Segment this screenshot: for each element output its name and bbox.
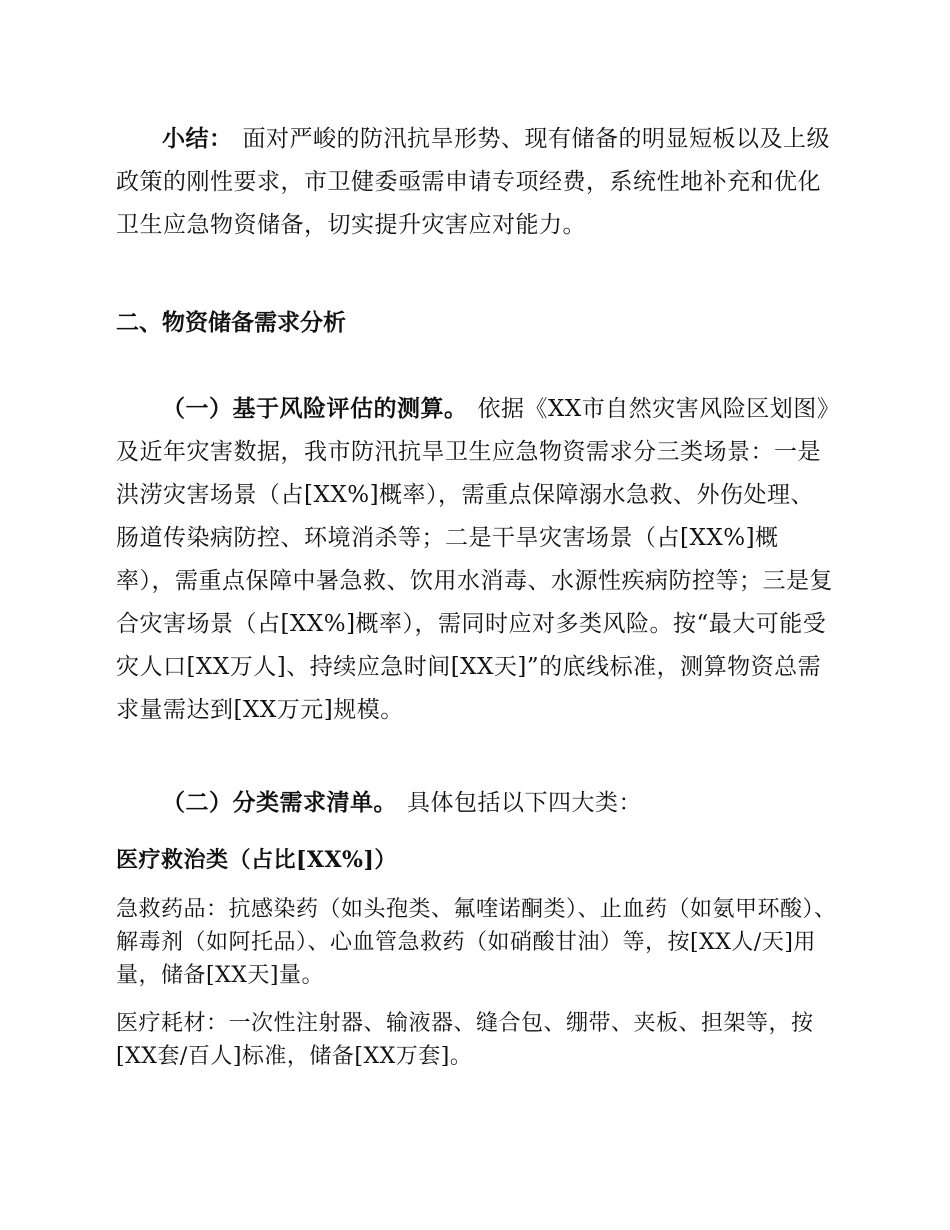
summary-paragraph bbox=[116, 118, 836, 247]
risk-assessment-text: 依据《XX市自然灾害风险区划图》及近年灾害数据，我市防汛抗旱卫生应急物资需求分三类场景：一是洪涝灾害场景（占[XX%]概率），需重点保障溺水急救、外伤处理、肠道传染病防控、环境消杀等；二是干旱灾害场景（占[XX%]概率），需重点保障中暑急救、饮用水消毒、水源性疾病防控等；三是复合灾害场景（占[XX%]概率），需同时应对多类风险。按“最大可能受灾人口[XX万人]、持续应急时间[XX天]”的底线标准，测算物资总需求量需达到[XX万元]规模。 bbox=[116, 396, 833, 723]
category-title: 医疗救治类（占比[XX%]） bbox=[116, 847, 397, 873]
drugs-item: 急救药品：抗感染药（如头孢类、氟喹诺酮类）、止血药（如氨甲环酸）、解毒剂（如阿托品）、心血管急救药（如硝酸甘油）等，按[XX人/天]用量，储备[XX天]量。 bbox=[116, 897, 837, 988]
summary-lead: 小结： bbox=[162, 126, 233, 152]
demand-list-paragraph bbox=[116, 782, 836, 825]
demand-list-text: 具体包括以下四大类： bbox=[407, 790, 642, 816]
risk-assessment-paragraph bbox=[116, 388, 836, 732]
consumables-item: 医疗耗材：一次性注射器、输液器、缝合包、绷带、夹板、担架等，按[XX套/百人]标准，储备[XX万套]。 bbox=[116, 1011, 814, 1069]
summary-text: 面对严峻的防汛抗旱形势、现有储备的明显短板以及上级政策的刚性要求，市卫健委亟需申请专项经费，系统性地补充和优化卫生应急物资储备，切实提升灾害应对能力。 bbox=[116, 126, 830, 238]
risk-assessment-lead: （一）基于风险评估的测算。 bbox=[162, 396, 468, 422]
section-heading: 二、物资储备需求分析 bbox=[116, 310, 346, 336]
demand-list-lead: （二）分类需求清单。 bbox=[162, 790, 397, 816]
